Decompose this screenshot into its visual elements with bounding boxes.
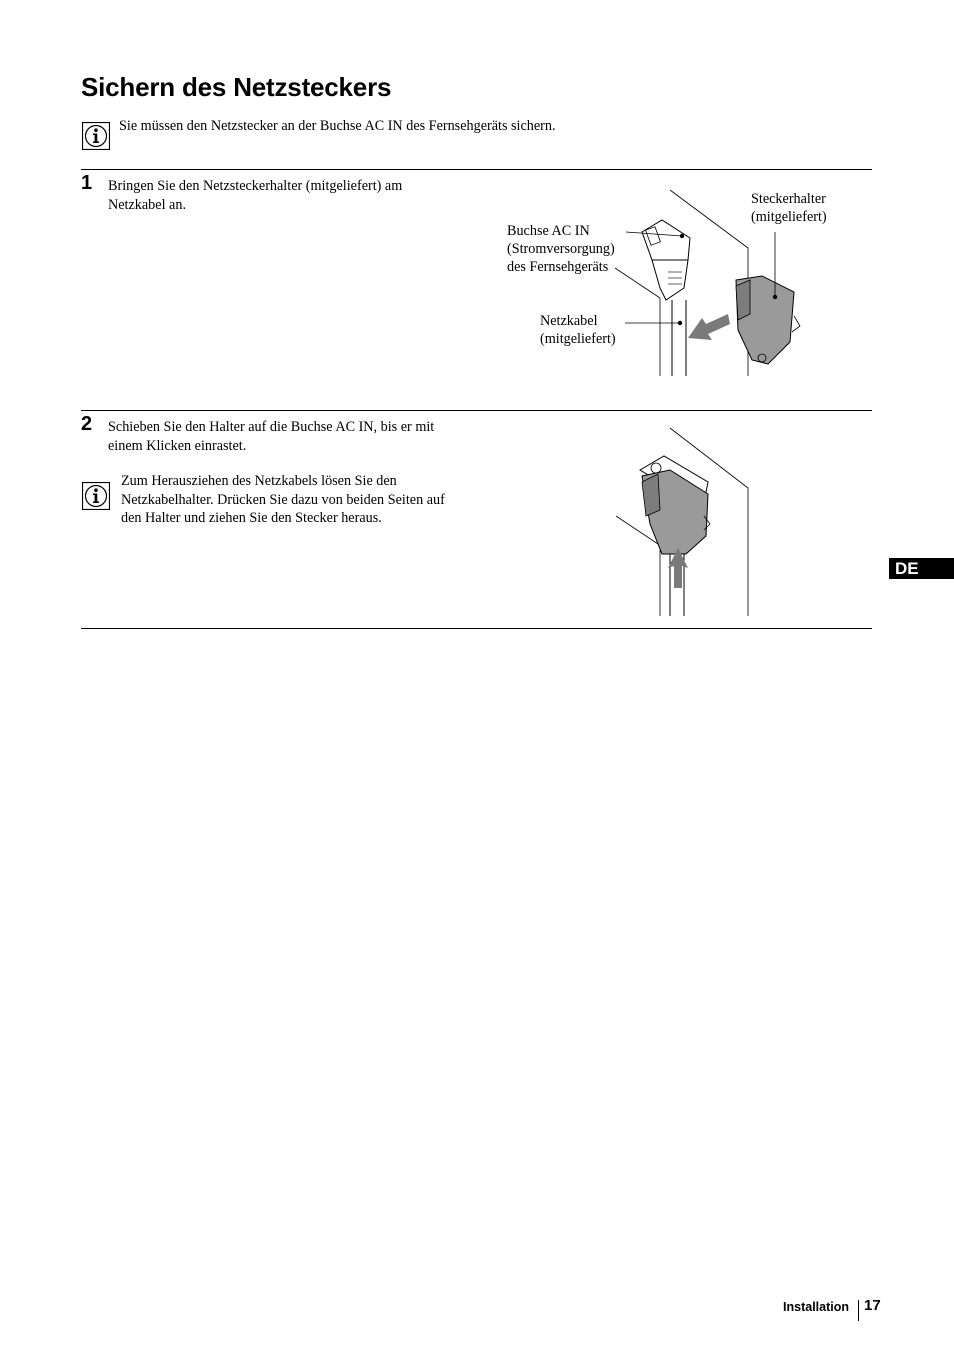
callout-line: Netzkabel [540, 313, 598, 329]
callout-line: Buchse AC IN [507, 223, 590, 239]
section-divider [81, 169, 872, 170]
step-1-text [108, 177, 488, 214]
step-2-note-line: den Halter und ziehen Sie den Stecker heraus. [121, 510, 382, 526]
callout-line: (Stromversorgung) [507, 241, 615, 257]
intro-note: Sie müssen den Netzstecker an der Buchse AC IN des Fernsehgeräts sichern. [119, 118, 556, 134]
footer-divider [858, 1300, 859, 1321]
step-2-text-line: Schieben Sie den Halter auf die Buchse AC IN, bis er mit [108, 419, 435, 435]
callout-line: Steckerhalter [751, 191, 826, 207]
page-title: Sichern des Netzsteckers [81, 72, 392, 102]
step-2-note [121, 472, 491, 528]
step-2-note-line: Netzkabelhalter. Drücken Sie dazu von beiden Seiten auf [121, 491, 445, 508]
info-icon [82, 122, 110, 150]
step-2-illustration [600, 420, 770, 620]
section-divider [81, 410, 872, 411]
callout-line: des Fernsehgeräts [507, 259, 609, 275]
step-1-illustration [590, 180, 830, 380]
step-number: 2 [81, 413, 93, 435]
step-2-note-line: Zum Herausziehen des Netzkabels lösen Sie den [121, 473, 397, 489]
language-tab: DE [889, 558, 954, 579]
step-2-text [108, 418, 488, 455]
step-number: 1 [81, 172, 93, 194]
step-1-text-line: Netzkabel an. [108, 196, 186, 213]
callout-line: (mitgeliefert) [751, 209, 827, 225]
section-divider [81, 628, 872, 629]
step-2-text-line: einem Klicken einrastet. [108, 437, 247, 454]
page-number: 17 [864, 1297, 881, 1314]
info-icon [82, 482, 110, 510]
callout-line: (mitgeliefert) [540, 331, 616, 347]
footer-section-label: Installation [783, 1300, 849, 1314]
step-1-text-line: Bringen Sie den Netzsteckerhalter (mitgeliefert) am [108, 178, 403, 194]
